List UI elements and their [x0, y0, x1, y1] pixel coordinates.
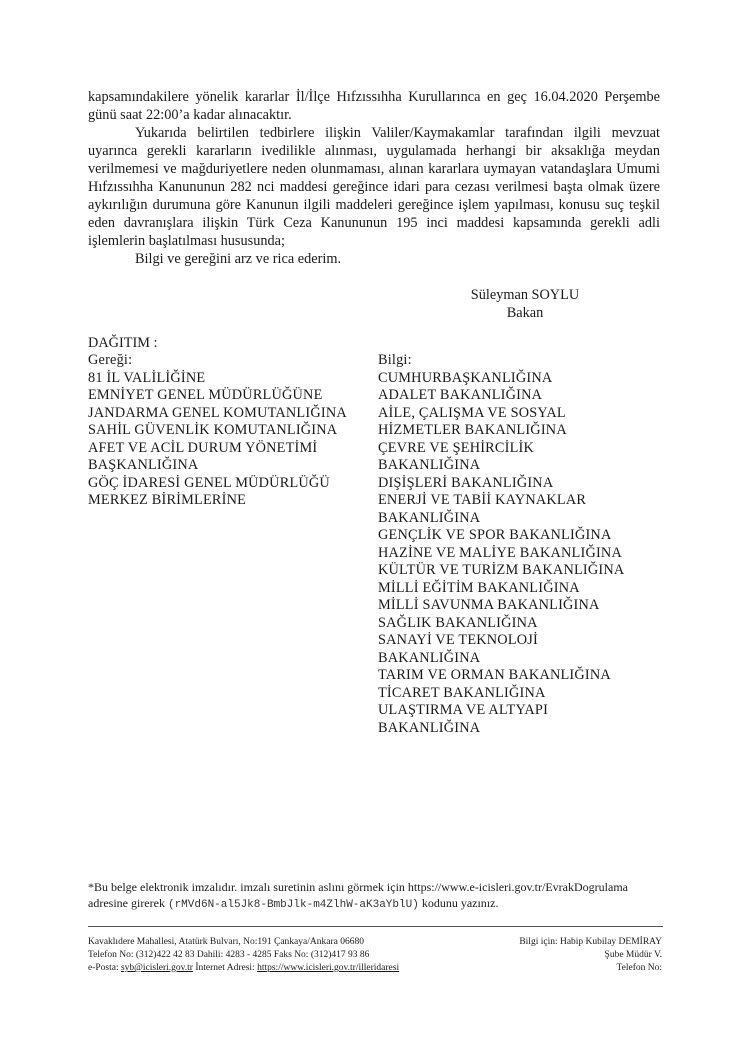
email-link[interactable]: syb@icisleri.gov.tr — [120, 963, 193, 973]
gereği-label: Gereği: — [88, 352, 133, 368]
recipient-item: TİCARET BAKANLIĞINA — [378, 684, 546, 701]
recipient-item: MİLLİ SAVUNMA BAKANLIĞINA — [378, 597, 600, 613]
recipient-item: MİLLİ EĞİTİM BAKANLIĞINA — [378, 579, 580, 596]
e-signature-note — [88, 879, 668, 913]
e-signature-line-1: *Bu belge elektronik imzalıdır. imzalı suretinin aslını görmek için https://www.e-icisleri.gov.tr/EvrakDogrulama — [88, 880, 628, 894]
email-label: e-Posta: — [88, 963, 119, 973]
recipient-item: AFET VE ACİL DURUM YÖNETİMİ — [88, 439, 318, 456]
recipient-item: KÜLTÜR VE TURİZM BAKANLIĞINA — [378, 562, 625, 578]
recipient-item: ÇEVRE VE ŞEHİRCİLİK — [378, 439, 535, 456]
bilgi-label: Bilgi: — [378, 352, 412, 368]
verification-code: (rMVd6N-al5Jk8-BmbJlk-m4ZlhW-aK3aYblU) — [167, 899, 419, 911]
recipient-item: HAZİNE VE MALİYE BAKANLIĞINA — [378, 544, 622, 561]
e-signature-line-2 — [88, 895, 668, 913]
recipient-item: 81 İL VALİLİĞİNE — [88, 369, 206, 386]
letter-body — [88, 88, 660, 268]
recipient-item: ENERJİ VE TABİİ KAYNAKLAR — [378, 492, 587, 508]
bilgi-list — [378, 370, 624, 738]
footer-online — [88, 962, 399, 975]
bilgi-column — [378, 352, 624, 737]
signature-block — [440, 286, 610, 322]
recipient-item: GENÇLİK VE SPOR BAKANLIĞINA — [378, 527, 612, 543]
recipient-item: SAĞLIK BAKANLIĞINA — [378, 614, 538, 631]
signatory-name: Süleyman SOYLU — [470, 287, 580, 303]
recipient-item: MERKEZ BİRİMLERİNE — [88, 492, 247, 508]
recipient-item: ADALET BAKANLIĞINA — [378, 387, 543, 403]
recipient-item: JANDARMA GENEL KOMUTANLIĞINA — [88, 404, 347, 421]
recipient-item: DIŞİŞLERİ BAKANLIĞINA — [378, 474, 554, 491]
footer-address: Kavaklıdere Mahallesi, Atatürk Bulvarı, No:191 Çankaya/Ankara 06680 — [88, 937, 364, 947]
gereği-list — [88, 370, 347, 510]
recipient-item: AİLE, ÇALIŞMA VE SOSYAL — [378, 404, 566, 421]
footer-phone: Telefon No: (312)422 42 83 Dahili: 4283 - 4285 Faks No: (312)417 93 86 — [88, 950, 370, 960]
recipient-item: BAKANLIĞINA — [378, 649, 481, 666]
gereği-column — [88, 352, 347, 510]
e-signature-prefix: adresine girerek — [88, 896, 165, 910]
recipient-item: GÖÇ İDARESİ GENEL MÜDÜRLÜĞÜ — [88, 474, 330, 491]
footer-contact — [88, 936, 399, 975]
info-contact-title: Şube Müdür V. — [604, 950, 662, 960]
paragraph-3: Bilgi ve gereğini arz ve rica ederim. — [135, 251, 342, 267]
distribution-heading: DAĞITIM : — [88, 335, 158, 351]
paragraph-2: Yukarıda belirtilen tedbirlere ilişkin Valiler/Kaymakamlar tarafından ilgili mevzuat uyarınca gerekli kararların ivedilikle alınması, uygulamada herhangi bir aksaklığa meydan verilmemesi ve mağduriyetlere neden olunmaması, alınan kararlara uymayan vatandaşlara Umumi Hıfzıssıhha Kanununun 282 nci maddesi gereğince idari para cezası verilmesi başta olmak üzere aykırılığın durumuna göre Kanunun ilgili maddeleri gereğince işlem yapılması, konusu suç teşkil eden davranışlara ilişkin Türk Ceza Kanununun 195 inci maddesi kapsamında gerekli adli işlemlerin başlatılması hususunda; — [88, 125, 660, 249]
info-contact-phone: Telefon No: — [616, 963, 662, 973]
paragraph-1: kapsamındakilere yönelik kararlar İl/İlçe Hıfzıssıhha Kurullarınca en geç 16.04.2020 Perşembe günü saat 22:00’a kadar alınacaktır. — [88, 89, 660, 123]
recipient-item: EMNİYET GENEL MÜDÜRLÜĞÜNE — [88, 387, 323, 403]
web-link[interactable]: https://www.icisleri.gov.tr/illeridaresi — [257, 963, 400, 973]
recipient-item: SAHİL GÜVENLİK KOMUTANLIĞINA — [88, 422, 338, 438]
footer-divider — [88, 926, 663, 927]
recipient-item: BAKANLIĞINA — [378, 457, 481, 473]
recipient-item: BAKANLIĞINA — [378, 719, 481, 736]
recipient-item: BAŞKANLIĞINA — [88, 457, 199, 473]
recipient-item: BAKANLIĞINA — [378, 509, 481, 526]
info-contact-name: Bilgi için: Habip Kubilay DEMİRAY — [519, 937, 662, 947]
recipient-item: ULAŞTIRMA VE ALTYAPI — [378, 702, 549, 718]
recipient-item: CUMHURBAŞKANLIĞINA — [378, 369, 553, 386]
e-signature-suffix: kodunu yazınız. — [421, 896, 499, 910]
recipient-item: SANAYİ VE TEKNOLOJİ — [378, 632, 539, 648]
signatory-title: Bakan — [506, 305, 544, 321]
recipient-item: TARIM VE ORMAN BAKANLIĞINA — [378, 667, 611, 683]
footer-info — [519, 936, 662, 975]
recipient-item: HİZMETLER BAKANLIĞINA — [378, 422, 567, 438]
web-label: İnternet Adresi: — [195, 963, 255, 973]
